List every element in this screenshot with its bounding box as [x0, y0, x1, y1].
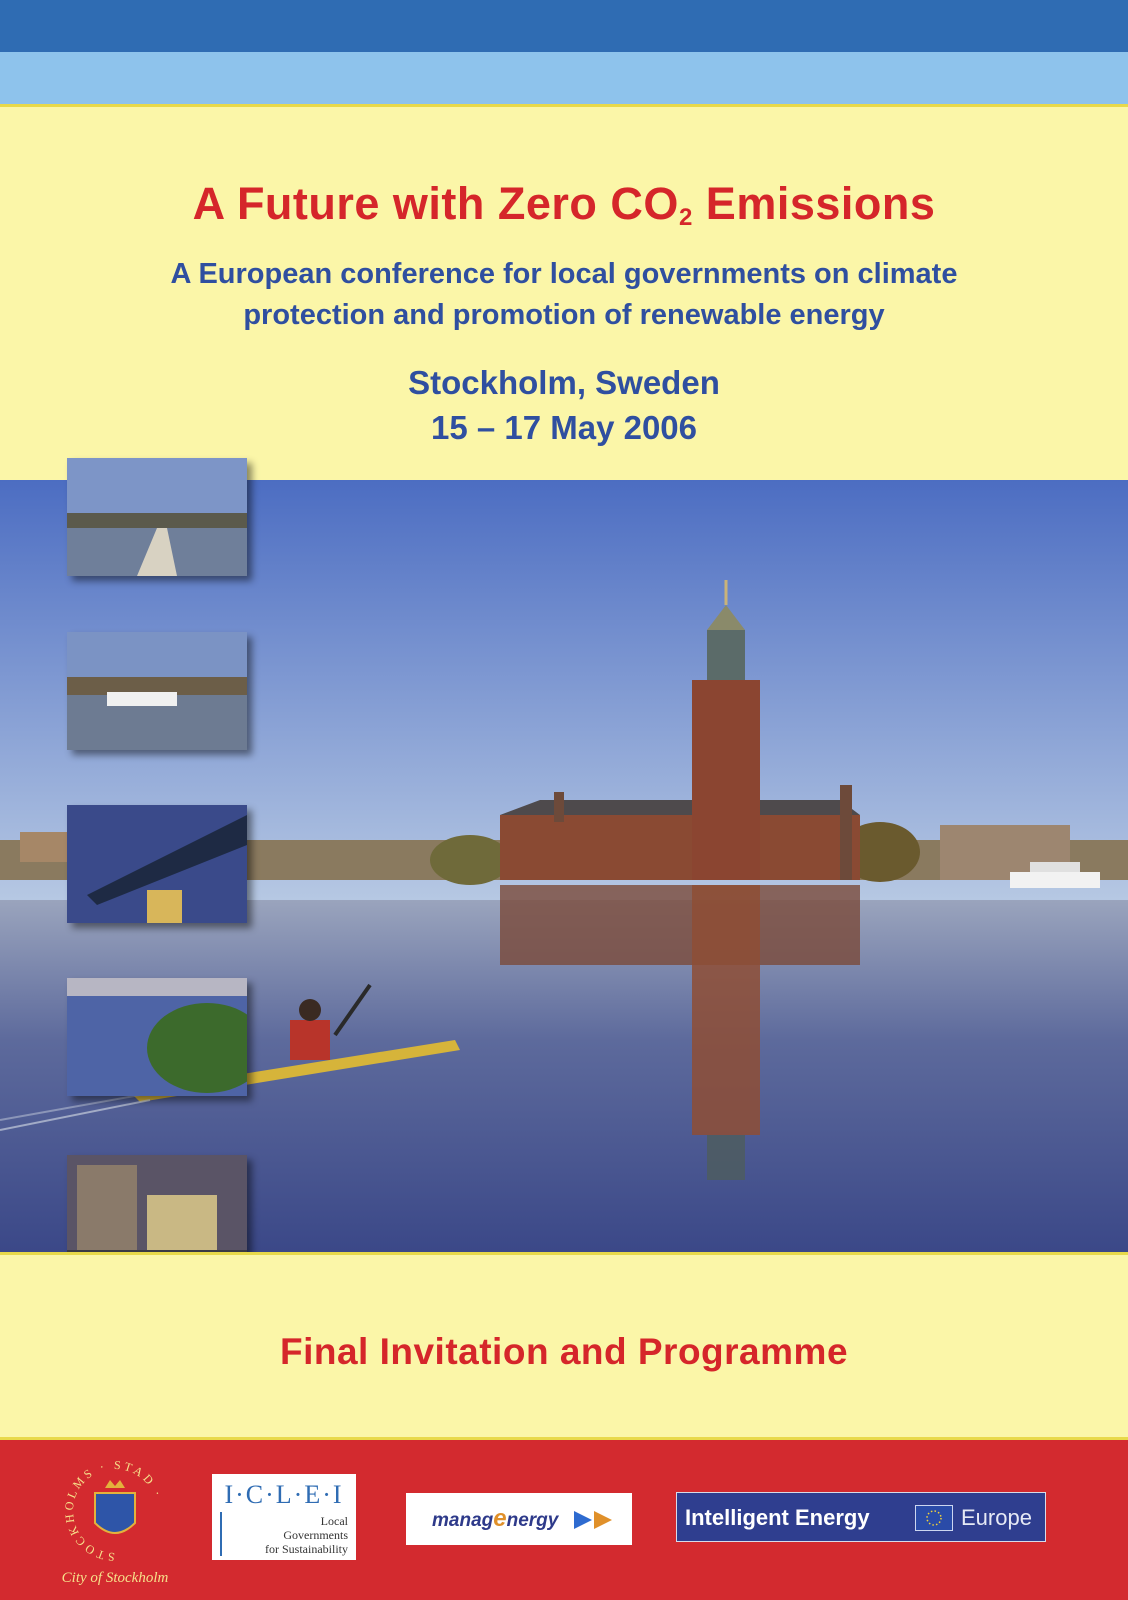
managenergy-logo	[406, 1493, 632, 1545]
thumbnail-waterfront	[67, 458, 247, 576]
manag-suffix: nergy	[506, 1510, 559, 1531]
document-title	[0, 178, 1128, 244]
title-subscript: 2	[678, 204, 693, 231]
subtitle-line-1: A European conference for local governments on climate	[170, 258, 958, 290]
managenergy-wordmark	[432, 1505, 558, 1533]
intelligent-energy-europe-logo	[676, 1492, 1046, 1542]
thumbnail-ferry	[67, 632, 247, 750]
thumbnail-bridge	[67, 805, 247, 923]
iclei-subtitle	[226, 1514, 348, 1556]
svg-text:STOCKHOLMS · STAD ·: STOCKHOLMS · STAD ·	[61, 1458, 166, 1565]
event-details	[0, 360, 1128, 450]
iclei-sub-line-3: for Sustainability	[265, 1542, 348, 1556]
iclei-sub-line-1: Local	[320, 1514, 348, 1528]
top-band-dark	[0, 0, 1128, 52]
title-main: A Future with Zero CO	[192, 178, 679, 229]
thumbnail-island	[67, 978, 247, 1096]
iclei-title: I·C·L·E·I	[224, 1480, 344, 1509]
stockholm-seal-icon	[50, 1458, 180, 1570]
programme-heading: Final Invitation and Programme	[279, 1331, 849, 1372]
event-location: Stockholm, Sweden	[408, 364, 720, 401]
subtitle	[60, 254, 1068, 336]
ie-wordmark: Intelligent Energy	[685, 1505, 870, 1530]
city-of-stockholm-logo	[50, 1458, 180, 1592]
iclei-bracket	[220, 1512, 222, 1556]
ie-europe-text: Europe	[961, 1505, 1032, 1530]
manag-e: e	[493, 1505, 507, 1532]
eu-flag-icon	[915, 1505, 953, 1531]
subtitle-line-2: protection and promotion of renewable energy	[243, 299, 885, 331]
manag-prefix: manag	[432, 1510, 494, 1531]
stockholm-caption: City of Stockholm	[61, 1570, 169, 1586]
arrow-icon	[574, 1509, 616, 1531]
top-band-light	[0, 52, 1128, 104]
iclei-logo	[212, 1474, 356, 1560]
iclei-sub-line-2: Governments	[283, 1528, 348, 1542]
title-end: Emissions	[692, 178, 936, 229]
event-dates: 15 – 17 May 2006	[430, 409, 698, 446]
